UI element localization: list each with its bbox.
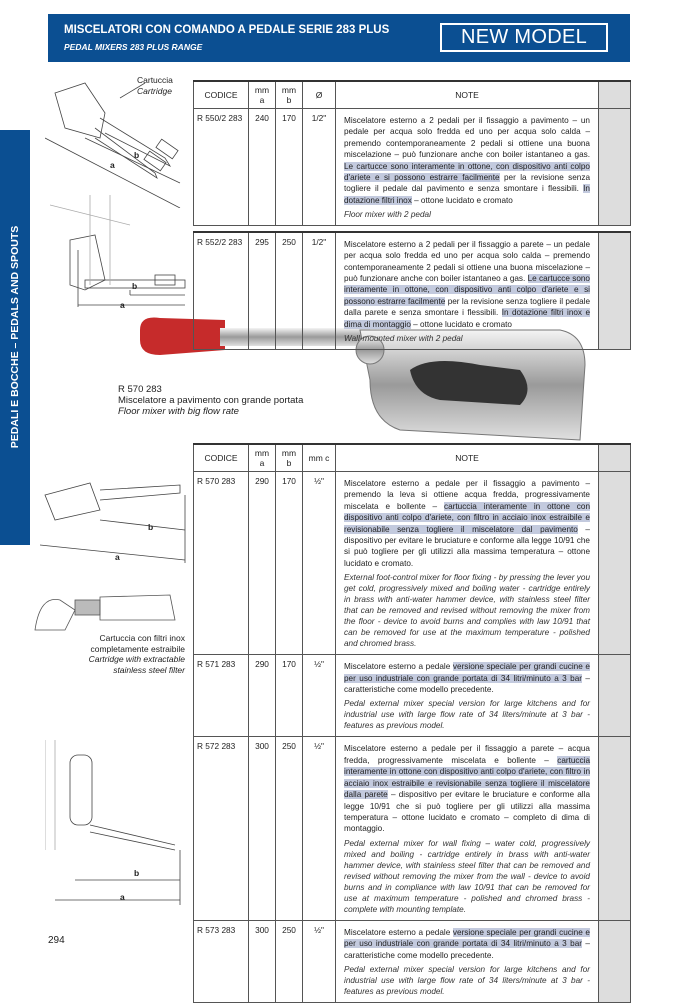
col-header-mm-b: mm b [276, 444, 303, 472]
dimension-a: 290 [249, 655, 276, 737]
dimension-a: 240 [249, 109, 276, 226]
page-header [48, 14, 630, 62]
dim-a-label: a [120, 892, 125, 902]
col-header-note: NOTE [336, 444, 599, 472]
filter-caption-en: Cartridge with extractable stainless steel filter [88, 654, 185, 675]
dimension-c: ½" [303, 920, 336, 1002]
spare-column [599, 920, 631, 1002]
dimension-a: 290 [249, 472, 276, 655]
note-text: – dispositivo per evitare le bruciature e conforme alla legge 10/91 che si può togliere per gli utilizzi alla massima temperatura – ottone lucidato e cromato. [344, 524, 590, 568]
table-row [194, 737, 631, 920]
table-row [194, 655, 631, 737]
dim-b-label: b [134, 868, 140, 878]
header-title: MISCELATORI CON COMANDO A PEDALE SERIE 283 PLUS [64, 24, 390, 36]
note-text: Miscelatore esterno a 2 pedali per il fissaggio a pavimento – un pedale per acqua solo fredda ed uno per acqua solo calda – premendo contemporaneamente 2 pedali si ottiene una buona miscelazione – può funzionare anche con boiler istantaneo a gas. [344, 116, 590, 160]
product-name-en: Floor mixer with big flow rate [118, 406, 239, 417]
new-model-badge: NEW MODEL [440, 23, 608, 52]
spare-column [599, 472, 631, 655]
col-header-code: CODICE [194, 81, 249, 109]
spare-column [599, 655, 631, 737]
note-english: External foot-control mixer for floor fixing - by pressing the lever you get cold, progressively mixed and boiling water - cartridge entirely in brass with anti-water hammer device, with stainless steel filter that can be removed and revised without removing the mixer from the floor - device to avoid burns and complies with law 10/91 that can be removed for use at the maximum temperature - polished and chromed brass. [344, 573, 590, 649]
dimension-a: 295 [249, 232, 276, 350]
dimension-b: 250 [276, 920, 303, 1002]
wall-mixer-drawing [50, 195, 190, 310]
dimension-c: 1/2" [303, 232, 336, 350]
col-header-spare [599, 444, 631, 472]
dimension-a: 300 [249, 737, 276, 920]
product-note [336, 737, 599, 920]
col-header-mm-a: mm a [249, 81, 276, 109]
product-note [336, 920, 599, 1002]
dim-b-label: b [134, 150, 140, 160]
col-header-mm-c: mm c [303, 444, 336, 472]
dimension-b: 170 [276, 109, 303, 226]
note-text: Miscelatore esterno a pedale per il fissaggio a pavimento – premendo la leva si ottiene acqua fredda, progressivamente miscelata e bollente – [344, 479, 590, 511]
dimension-c: 1/2" [303, 109, 336, 226]
note-english: Wall-mounted mixer with 2 pedal [344, 334, 463, 343]
note-text: Miscelatore esterno a pedale [344, 662, 453, 672]
section-sidebar [0, 130, 30, 545]
product-code: R 552/2 283 [194, 232, 249, 350]
dimension-b: 250 [276, 737, 303, 920]
product-code: R 571 283 [194, 655, 249, 737]
table-header-row [194, 81, 631, 109]
note-text: – caratteristiche come modello precedente. [344, 939, 590, 960]
note-text: – dispositivo per evitare le bruciature e conforme alla legge 10/91 che si può togliere per gli utilizzi alla massima temperatura – ottone lucidato e cromato – completo di dima di montaggio. [344, 790, 590, 834]
dimension-a: 300 [249, 920, 276, 1002]
page-number: 294 [48, 935, 65, 946]
table-row [194, 232, 631, 350]
highlighted-note-text: Le cartucce sono interamente in ottone, con dispositivo anti colpo d'ariete e si possono estrarre facilmente [344, 161, 590, 183]
dim-a-label: a [115, 552, 120, 562]
dimension-c: ½" [303, 472, 336, 655]
col-header-code: CODICE [194, 444, 249, 472]
highlighted-note-text: versione speciale per grandi cucine e per uso industriale con grande portata di 34 litri/minuto a 3 bar [344, 927, 590, 949]
col-header-mm-a: mm a [249, 444, 276, 472]
cartridge-label [137, 75, 173, 96]
wall-pedal-mixer-drawing [45, 740, 190, 910]
table-row [194, 109, 631, 226]
table-pedal-mixers [193, 443, 631, 1003]
note-text: – caratteristiche come modello precedente. [344, 673, 590, 695]
dim-a-label: a [120, 300, 125, 310]
highlighted-note-text: In dotazione filtri inox [344, 184, 590, 205]
section-label: PEDALI E BOCCHE – PEDALS AND SPOUTS [9, 225, 21, 449]
spare-column [599, 737, 631, 920]
highlighted-note-text: cartuccia interamente in ottone con dispositivo anti colpo d'ariete, con filtro in acciaio inox estraibile e revisionabile senza togliere il miscelatore dalla parete [344, 755, 590, 800]
col-header-diameter: Ø [303, 81, 336, 109]
dimension-b: 170 [276, 472, 303, 655]
dimension-c: ½" [303, 737, 336, 920]
note-text: Miscelatore esterno a 2 pedali per il fissaggio a parete – un pedale per acqua solo fredda ed uno per acqua solo calda – premendo contemporaneamente 2 pedali si ottiene una buona miscelazione – può funzionare anche con boiler istantaneo a gas. [344, 239, 590, 283]
product-code: R 573 283 [194, 920, 249, 1002]
note-text: per la revisione senza togliere il pedale dalla parete e senza smontare i flessibili. [344, 296, 591, 318]
product-note [336, 109, 599, 226]
floor-mixer-drawing [45, 78, 190, 208]
header-subtitle: PEDAL MIXERS 283 PLUS RANGE [64, 42, 203, 52]
product-note [336, 472, 599, 655]
product-name-it: Miscelatore a pavimento con grande portata [118, 395, 304, 406]
col-header-spare [599, 81, 631, 109]
dimension-b: 170 [276, 655, 303, 737]
product-note [336, 655, 599, 737]
product-code: R 550/2 283 [194, 109, 249, 226]
product-caption [118, 384, 303, 417]
product-note [336, 232, 599, 350]
product-code: R 570 283 [118, 384, 162, 395]
note-english: Pedal external mixer for wall fixing – water cold, progressively mixed and boiling - cartridge entirely in brass with anti-water hammer device, with stainless steel filter that can be removed and revised without removing the mixer from the wall - device to avoid burns and in compliance with law 10/91 that can be removed for use at maximum temperature - polished and chromed brass - complete with mounting template. [344, 838, 590, 914]
dimension-c: ½" [303, 655, 336, 737]
table-header-row [194, 444, 631, 472]
highlighted-note-text: versione speciale per grandi cucine e per uso industriale con grande portata di 34 litri/minuto a 3 bar [344, 662, 590, 683]
product-code: R 572 283 [194, 737, 249, 920]
note-english: Floor mixer with 2 pedal [344, 210, 431, 220]
spare-column [599, 232, 631, 350]
col-header-note: NOTE [336, 81, 599, 109]
note-text: per la revisione senza togliere il pedale dal pavimento e senza smontare i flessibili. [344, 173, 590, 194]
dim-a-label: a [110, 160, 115, 170]
dimension-b: 250 [276, 232, 303, 350]
note-text: – ottone lucidato e cromato [410, 319, 512, 329]
product-code: R 570 283 [194, 472, 249, 655]
table-row [194, 920, 631, 1002]
note-text: Miscelatore esterno a pedale [344, 927, 453, 937]
table-row [194, 472, 631, 655]
note-english: Pedal external mixer special version for large kitchens and for industrial use with large flow rate of 34 liters/minute at 3 bar - features as previous model. [344, 964, 590, 996]
highlighted-note-text: In dotazione filtri inox e dima di montaggio [344, 308, 590, 329]
filter-caption-it: Cartuccia con filtri inox completamente estraibile [90, 633, 185, 654]
filter-cartridge-drawing [30, 585, 180, 635]
highlighted-note-text: cartuccia interamente in ottone con dispositivo anti colpo d'ariete, con filtro in acciaio inox estraibile e revisionabile senza togliere il miscelatore dal pavimento [344, 501, 590, 534]
dim-b-label: b [132, 281, 138, 291]
spare-column [599, 109, 631, 226]
cartridge-label-it: Cartuccia [137, 75, 173, 85]
dim-b-label: b [148, 522, 154, 532]
note-text: – ottone lucidato e cromato [411, 195, 513, 205]
note-text: Miscelatore esterno a pedale per il fissaggio a parete – acqua fredda, progressivamente miscelata e bollente – [344, 744, 590, 765]
col-header-mm-b: mm b [276, 81, 303, 109]
filter-caption [60, 633, 185, 675]
cartridge-label-en: Cartridge [137, 85, 172, 96]
note-english: Pedal external mixer special version for large kitchens and for industrial use with large flow rate of 34 liters/minute at 3 bar - features as previous model. [344, 699, 590, 731]
highlighted-note-text: Le cartucce sono interamente in ottone, con dispositivo anti colpo d'ariete e si possono estrarre facilmente [344, 273, 590, 306]
table-2-pedal-mixers [193, 80, 631, 350]
